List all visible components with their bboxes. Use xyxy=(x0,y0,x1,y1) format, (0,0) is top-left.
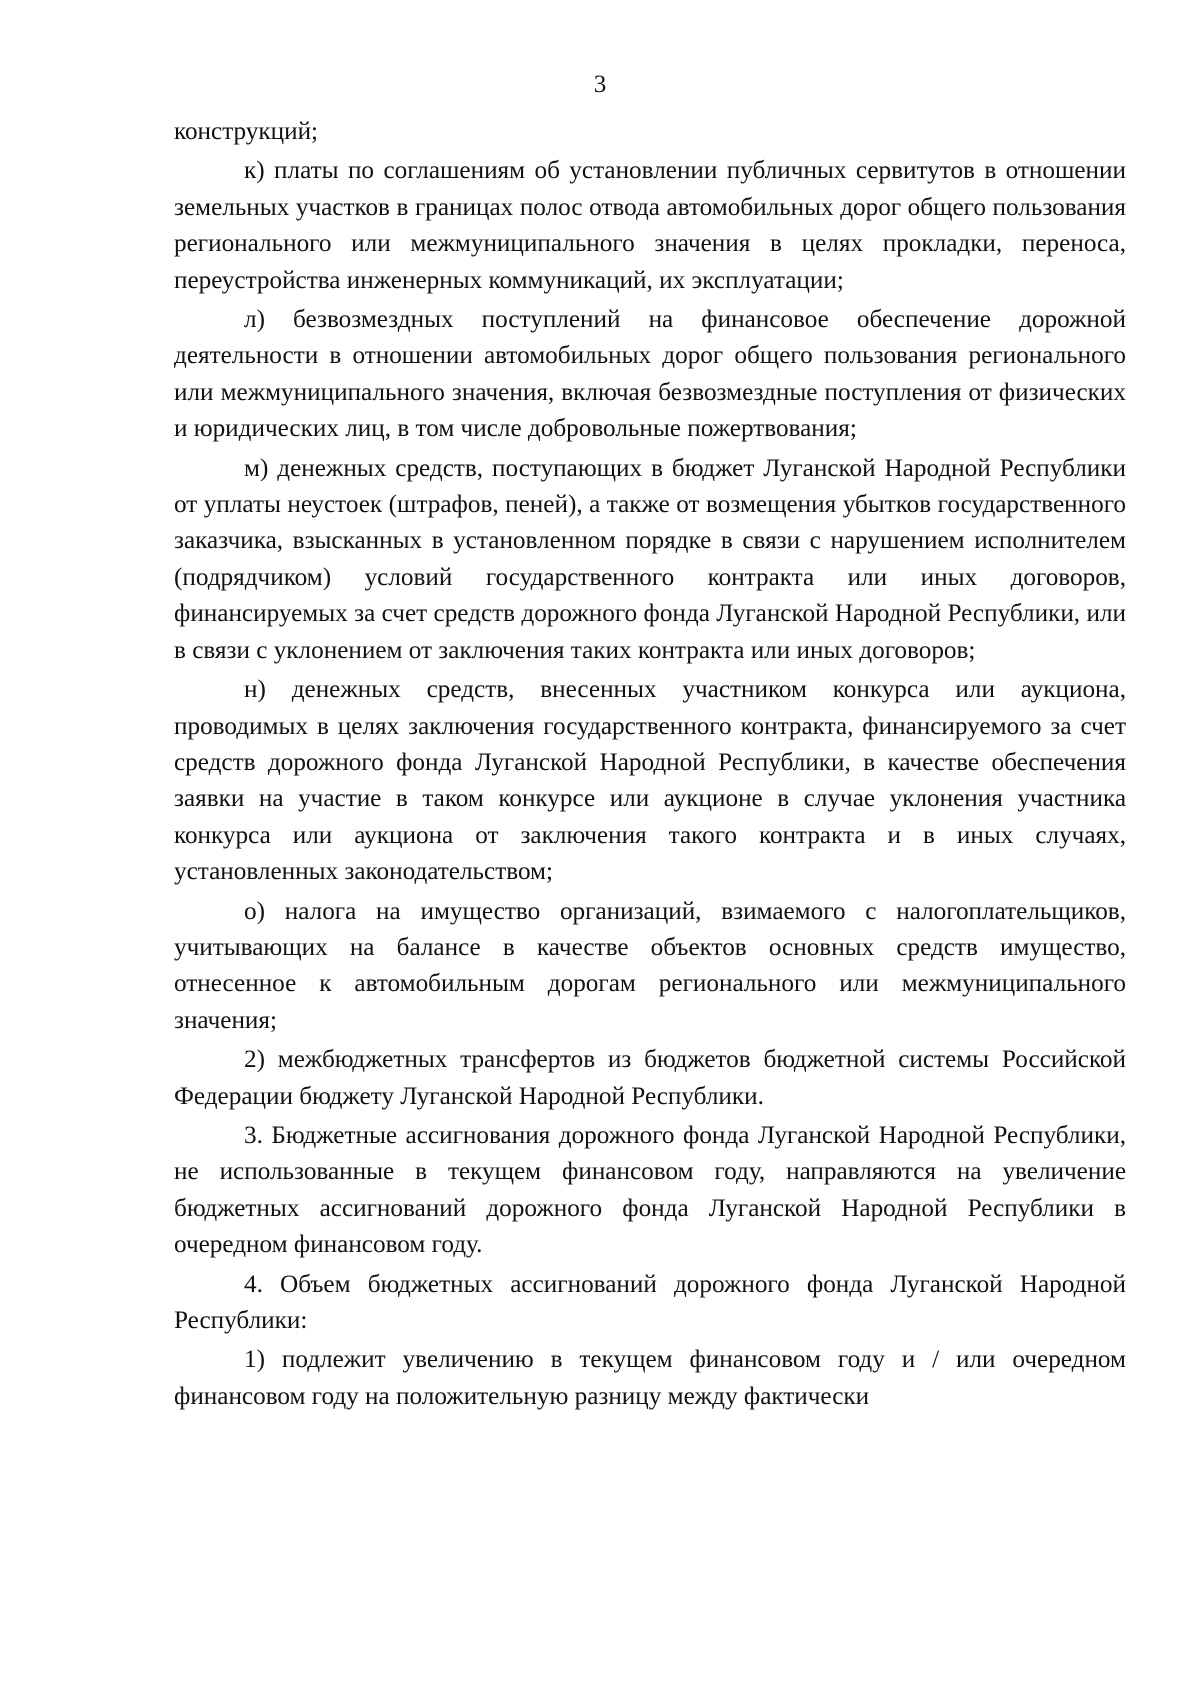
paragraph-o: о) налога на имущество организаций, взимаемого с налогоплательщиков, учитывающих на балансе в качестве объектов основных средств имущество, отнесенное к автомобильным дорогам регионального или межмуниципального значения; xyxy=(174,897,1126,1034)
paragraph-item-2: 2) межбюджетных трансфертов из бюджетов бюджетной системы Российской Федерации бюджету Луганской Народной Республики. xyxy=(174,1046,1126,1110)
paragraph-l: л) безвозмездных поступлений на финансовое обеспечение дорожной деятельности в отношении автомобильных дорог общего пользования регионального или межмуниципального значения, включая безвозмездные поступления от физических и юридических лиц, в том числе добровольные пожертвования; xyxy=(174,306,1126,443)
paragraph-section-4: 4. Объем бюджетных ассигнований дорожного фонда Луганской Народной Республики: xyxy=(174,1270,1126,1334)
document-body xyxy=(174,114,1126,1418)
paragraph-n: н) денежных средств, внесенных участником конкурса или аукциона, проводимых в целях заключения государственного контракта, финансируемого за счет средств дорожного фонда Луганской Народной Республики, в качестве обеспечения заявки на участие в таком конкурсе или аукционе в случае уклонения участника конкурса или аукциона от заключения такого контракта и в иных случаях, установленных законодательством; xyxy=(174,676,1126,886)
page-number: 3 xyxy=(593,71,607,98)
paragraph-k: к) платы по соглашениям об установлении публичных сервитутов в отношении земельных участков в границах полос отвода автомобильных дорог общего пользования регионального или межмуниципального значения в целях прокладки, переноса, переустройства инженерных коммуникаций, их эксплуатации; xyxy=(174,157,1126,294)
paragraph-section-3: 3. Бюджетные ассигнования дорожного фонда Луганской Народной Республики, не использованные в текущем финансовом году, направляются на увеличение бюджетных ассигнований дорожного фонда Луганской Народной Республики в очередном финансовом году. xyxy=(174,1121,1126,1259)
paragraph-section-4-item-1: 1) подлежит увеличению в текущем финансовом году и / или очередном финансовом году на положительную разницу между фактически xyxy=(174,1346,1126,1410)
paragraph-continuation: конструкций; xyxy=(174,118,319,145)
paragraph-m: м) денежных средств, поступающих в бюджет Луганской Народной Республики от уплаты неустоек (штрафов, пеней), а также от возмещения убытков государственного заказчика, взысканных в установленном порядке в связи с нарушением исполнителем (подрядчиком) условий государственного контракта или иных договоров, финансируемых за счет средств дорожного фонда Луганской Народной Республики, или в связи с уклонением от заключения таких контракта или иных договоров; xyxy=(174,454,1126,664)
